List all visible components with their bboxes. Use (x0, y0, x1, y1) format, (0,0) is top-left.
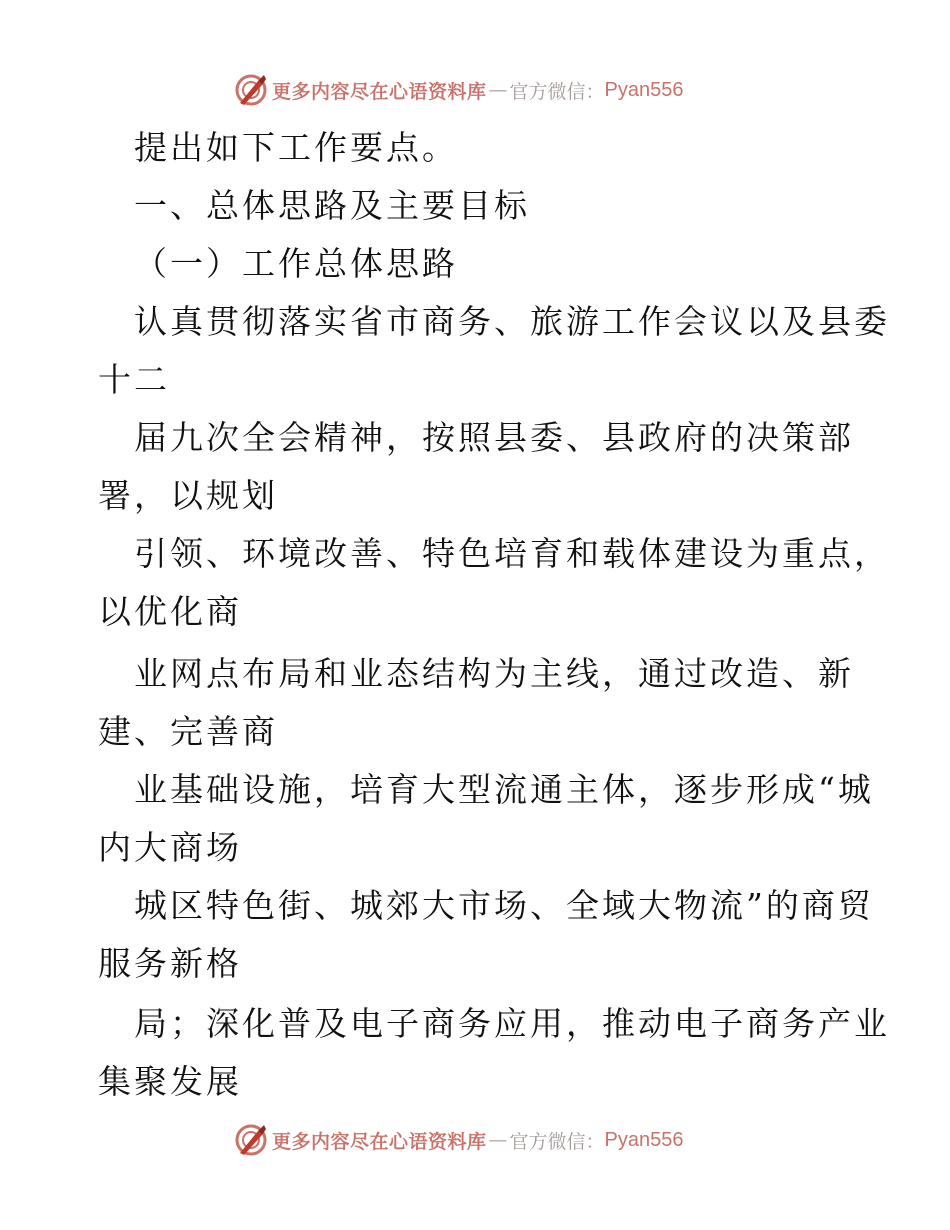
text-line: 服务新格 (98, 944, 242, 983)
text-line: 建、完善商 (98, 712, 278, 751)
header-watermark-banner (234, 72, 714, 108)
text-line: 城区特色街、城郊大市场、全域大物流”的商贸 (134, 886, 874, 925)
footer-wechat-label: 官方微信： (509, 1130, 605, 1153)
pen-logo-icon (234, 1123, 268, 1157)
text-line: 署，以规划 (98, 476, 278, 515)
footer-watermark-banner (234, 1122, 714, 1158)
header-wechat-id: Pyan556 (604, 78, 684, 101)
text-line: 业基础设施，培育大型流通主体，逐步形成“城 (134, 770, 874, 809)
footer-wechat-id: Pyan556 (604, 1128, 684, 1151)
text-line: 引领、环境改善、特色培育和载体建设为重点， (134, 534, 890, 573)
section-heading: 一、总体思路及主要目标 (134, 186, 530, 225)
text-line: 认真贯彻落实省市商务、旅游工作会议以及县委 (134, 302, 890, 341)
subsection-heading: （一）工作总体思路 (134, 244, 458, 283)
text-line: 十二 (98, 360, 170, 399)
pen-logo-icon (234, 73, 268, 107)
header-banner-text: 更多内容尽在心语资料库 (272, 80, 487, 103)
header-wechat-label: 官方微信： (509, 80, 605, 103)
text-line: 业网点布局和业态结构为主线，通过改造、新 (134, 654, 854, 693)
header-banner-dash: — (488, 79, 508, 101)
footer-banner-dash: — (488, 1129, 508, 1151)
text-line: 集聚发展 (98, 1062, 242, 1101)
text-line: 届九次全会精神，按照县委、县政府的决策部 (134, 418, 854, 457)
footer-banner-text: 更多内容尽在心语资料库 (272, 1130, 487, 1153)
text-line: 提出如下工作要点。 (134, 128, 458, 167)
text-line: 内大商场 (98, 828, 242, 867)
text-line: 以优化商 (98, 592, 242, 631)
text-line: 局；深化普及电子商务应用，推动电子商务产业 (134, 1004, 890, 1043)
